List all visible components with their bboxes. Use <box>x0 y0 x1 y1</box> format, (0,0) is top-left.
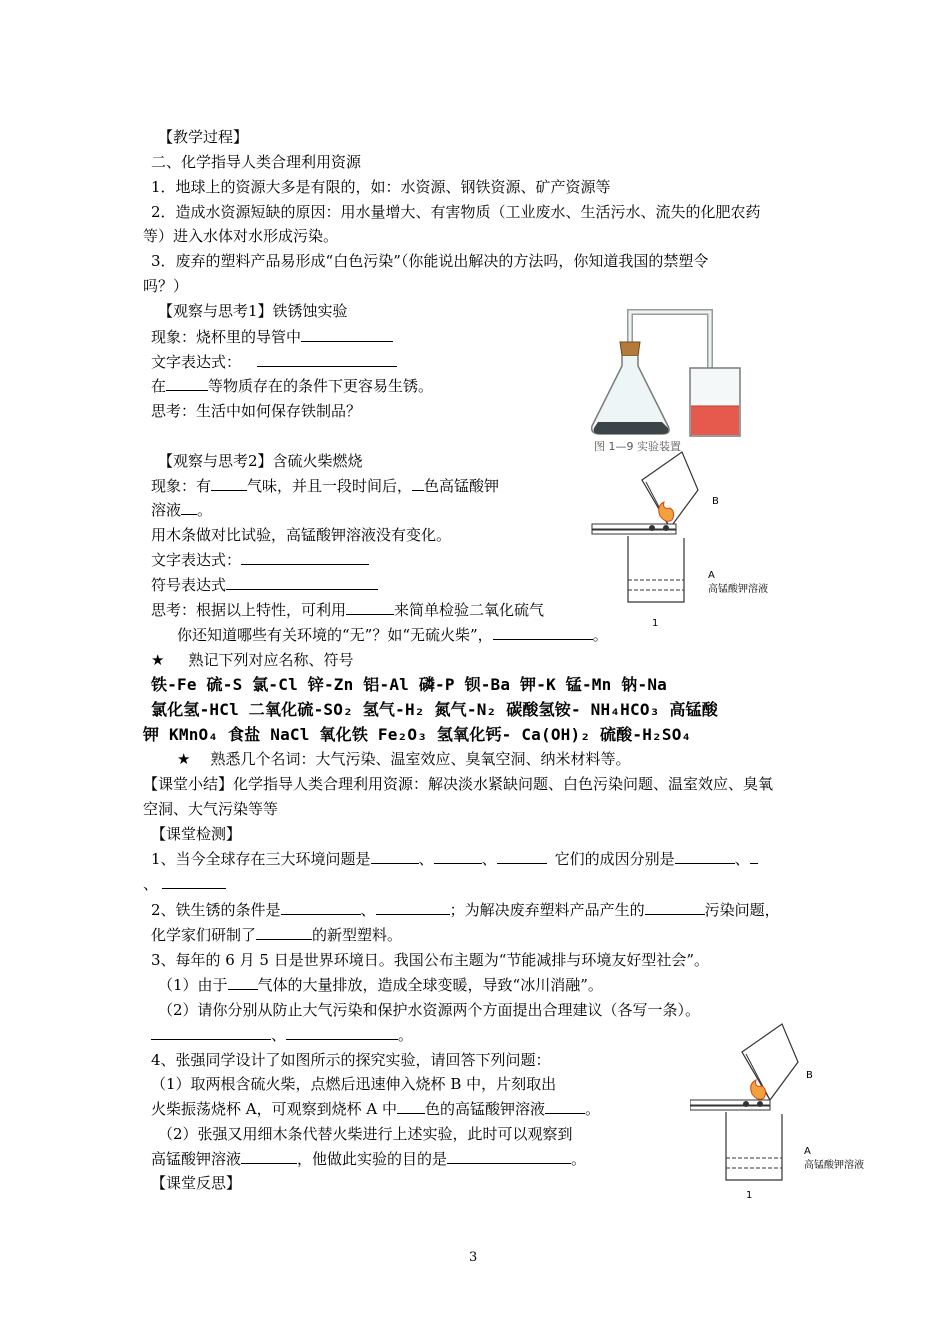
text: 熟悉几个名词：大气污染、温室效应、臭氧空洞、纳米材料等。 <box>210 750 631 768</box>
text-line <box>151 352 397 372</box>
text-line: 1．地球上的资源大多是有限的，如：水资源、钢铁资源、矿产资源等 <box>151 178 611 196</box>
red-water <box>691 406 739 435</box>
blank[interactable] <box>412 476 424 491</box>
text: 现象：有 <box>151 477 212 495</box>
text-line: 思考：生活中如何保存铁制品？ <box>151 402 362 420</box>
text: 、 <box>481 850 497 868</box>
text: 现象：烧杯里的导管中 <box>151 328 302 346</box>
blank[interactable] <box>166 376 208 391</box>
text: 、 <box>418 850 434 868</box>
text-line <box>151 575 378 595</box>
star-icon: ★ <box>177 750 191 768</box>
blank[interactable] <box>376 900 450 915</box>
text-line <box>151 600 544 620</box>
section-heading-process: 【教学过程】 <box>158 128 249 146</box>
text: 。 <box>571 1150 587 1168</box>
sulfur-match-apparatus-figure <box>590 450 790 635</box>
label-a: A <box>708 570 715 581</box>
observe-heading-2: 【观察与思考2】含硫火柴燃烧 <box>158 452 363 470</box>
blank[interactable] <box>162 874 226 889</box>
text: 火柴振荡烧杯 A，可观察到烧杯 A 中 <box>151 1100 397 1118</box>
element-symbols-line: 铁-Fe 硫-S 氯-Cl 锌-Zn 铝-Al 磷-P 钡-Ba 钾-K 锰-Mn 钠-Na <box>151 675 667 694</box>
label-b: B <box>806 1070 813 1081</box>
blank[interactable] <box>434 849 482 864</box>
text-line <box>151 476 499 496</box>
iron-rust-apparatus-figure <box>582 298 794 458</box>
blank[interactable] <box>226 575 378 590</box>
blank[interactable] <box>497 849 547 864</box>
text: 在 <box>151 377 167 395</box>
text: 。 <box>592 626 608 644</box>
text-line <box>151 327 393 347</box>
question-3: 3、每年的 6 月 5 日是世界环境日。我国公布主题为“节能减排与环境友好型社会”。 <box>151 951 710 969</box>
subheading: 二、化学指导人类合理利用资源 <box>151 153 362 171</box>
blank[interactable] <box>545 1099 585 1114</box>
figure-caption: 图 1—9 实验装置 <box>594 440 681 453</box>
text: 、 <box>734 850 750 868</box>
blank[interactable] <box>447 1149 571 1164</box>
text: 1、当今全球存在三大环境问题是 <box>151 850 371 868</box>
blank[interactable] <box>645 900 705 915</box>
blank[interactable] <box>281 900 361 915</box>
blank[interactable] <box>151 1025 271 1040</box>
question4-apparatus-figure <box>690 1022 890 1207</box>
blank[interactable] <box>256 925 312 940</box>
blank[interactable] <box>371 849 419 864</box>
blank[interactable] <box>211 476 247 491</box>
text: （1）由于 <box>158 976 228 994</box>
text: 气味，并且一段时间后， <box>247 477 413 495</box>
beaker-a <box>726 1112 782 1180</box>
blank[interactable] <box>181 500 197 515</box>
iron-filings <box>594 422 669 434</box>
text-line: （2）请你分别从防止大气污染和保护水资源两个方面提出合理建议（各写一条）。 <box>158 1001 701 1019</box>
text-line: （2）张强又用细木条代替火柴进行上述实验，此时可以观察到 <box>158 1125 573 1143</box>
label-1: 1 <box>746 1190 753 1201</box>
text-line <box>151 925 402 945</box>
text-line <box>151 650 353 670</box>
text-line <box>177 749 630 769</box>
beaker-a <box>628 536 684 602</box>
blank[interactable] <box>286 1025 398 1040</box>
summary-line: 【课堂小结】化学指导人类合理利用资源：解决淡水紧缺问题、白色污染问题、温室效应、臭氧 <box>143 775 774 793</box>
section-heading-test: 【课堂检测】 <box>151 825 242 843</box>
blank[interactable] <box>346 600 394 615</box>
compound-symbols-line: 钾 KMnO₄ 食盐 NaCl 氧化铁 Fe₂O₃ 氢氧化钙- Ca(OH)₂ 硫酸-H₂SO₄ <box>143 725 692 744</box>
text-line: 用木条做对比试验，高锰酸钾溶液没有变化。 <box>151 526 452 544</box>
text: 你还知道哪些有关环境的“无”？如“无硫火柴”， <box>177 626 493 644</box>
text-line <box>151 550 369 570</box>
text: 来简单检验二氧化硫气 <box>394 601 545 619</box>
text: 色高锰酸钾 <box>424 477 500 495</box>
text: 、 <box>360 901 376 919</box>
text: ，他做此实验的目的是 <box>297 1150 448 1168</box>
blank[interactable] <box>301 327 393 342</box>
text: 它们的成因分别是 <box>554 850 675 868</box>
text: 气体的大量排放，造成全球变暖，导致“冰川消融”。 <box>257 976 603 994</box>
text-line <box>151 1025 413 1045</box>
text: 思考：根据以上特性，可利用 <box>151 601 347 619</box>
text: 的新型塑料。 <box>312 926 403 944</box>
text-line: （1）取两根含硫火柴，点燃后迅速伸入烧杯 B 中，片刻取出 <box>151 1075 557 1093</box>
label-b: B <box>712 496 719 507</box>
text: 、 <box>143 875 159 893</box>
text: ；为解决废弃塑料产品产生的 <box>449 901 645 919</box>
text: 符号表达式 <box>151 576 227 594</box>
observe-heading-1: 【观察与思考1】铁锈蚀实验 <box>158 302 348 320</box>
text-line <box>143 874 226 894</box>
text-line: 2．造成水资源短缺的原因：用水量增大、有害物质（工业废水、生活污水、流失的化肥农药 <box>151 203 761 221</box>
star-icon: ★ <box>151 651 165 669</box>
text: 等物质存在的条件下更容易生锈。 <box>208 377 434 395</box>
text: 化学家们研制了 <box>151 926 257 944</box>
blank[interactable] <box>228 975 258 990</box>
text: 2、铁生锈的条件是 <box>151 901 281 919</box>
question-2 <box>151 900 780 920</box>
text-line: 吗？） <box>143 277 189 295</box>
label-solution: 高锰酸钾溶液 <box>804 1160 864 1171</box>
text-line <box>151 1099 600 1119</box>
text: 污染问题， <box>704 901 780 919</box>
label-1: 1 <box>652 618 659 629</box>
label-a: A <box>804 1146 811 1157</box>
blank[interactable] <box>493 625 593 640</box>
compound-symbols-line: 氯化氢-HCl 二氧化硫-SO₂ 氢气-H₂ 氮气-N₂ 碳酸氢铵- NH₄HCO₃ 高锰酸 <box>151 700 718 719</box>
text: 。 <box>398 1026 414 1044</box>
text-line <box>177 625 608 645</box>
blank[interactable] <box>750 849 758 864</box>
blank[interactable] <box>241 1149 297 1164</box>
text: 高锰酸钾溶液 <box>151 1150 242 1168</box>
page-number: 3 <box>469 1250 478 1265</box>
text-line: 等）进入水体对水形成污染。 <box>143 227 339 245</box>
text-line: 3．废弃的塑料产品易形成“白色污染”（你能说出解决的方法吗，你知道我国的禁塑令 <box>151 252 709 270</box>
text: 、 <box>271 1026 287 1044</box>
summary-line: 空洞、大气污染等等 <box>143 800 279 818</box>
text: 文字表达式： <box>151 353 242 371</box>
text-line <box>151 1149 586 1169</box>
blank[interactable] <box>257 352 397 367</box>
text: 色的高锰酸钾溶液 <box>424 1100 545 1118</box>
text: 文字表达式： <box>151 551 242 569</box>
text-line <box>151 376 433 396</box>
text: 熟记下列对应名称、符号 <box>188 651 354 669</box>
blank[interactable] <box>397 1099 425 1114</box>
label-solution: 高锰酸钾溶液 <box>708 584 768 595</box>
section-heading-reflection: 【课堂反思】 <box>151 1174 242 1192</box>
blank[interactable] <box>241 550 369 565</box>
text: 。 <box>585 1100 601 1118</box>
text: 溶液 <box>151 501 182 519</box>
text-line <box>158 975 603 995</box>
question-4: 4、张强同学设计了如图所示的探究实验，请回答下列问题： <box>151 1051 551 1069</box>
question-1 <box>151 849 758 869</box>
blank[interactable] <box>675 849 735 864</box>
stopper <box>620 342 640 356</box>
text-line: 溶液 。 <box>151 501 213 519</box>
